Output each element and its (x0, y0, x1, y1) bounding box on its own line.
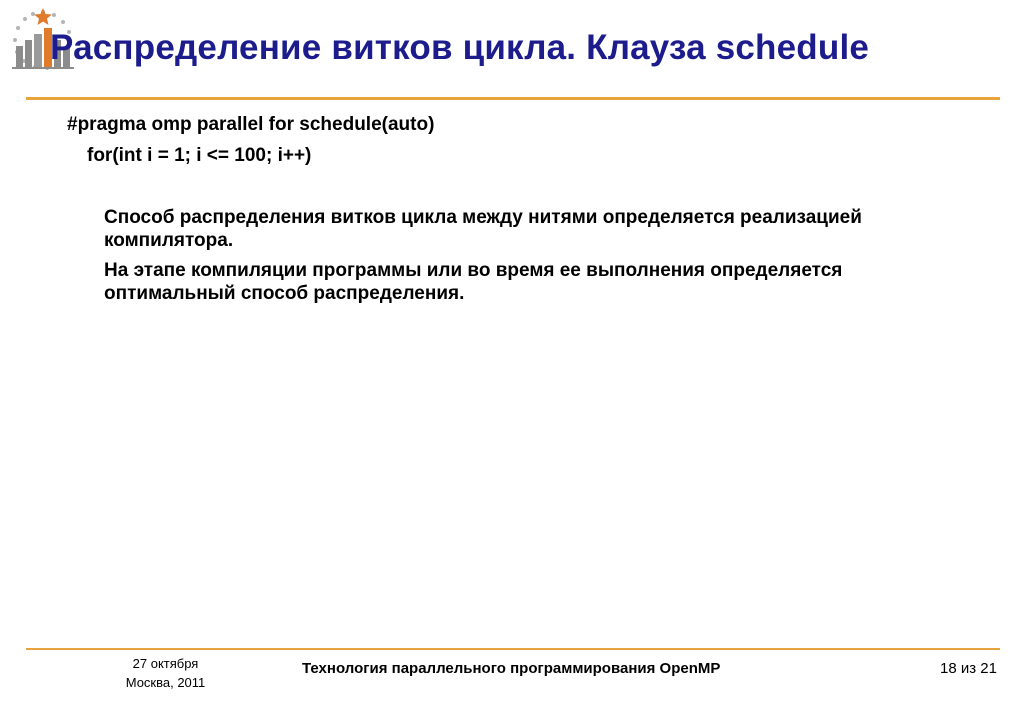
footer-location-line: Москва, 2011 (125, 675, 206, 690)
slide-title: Распределение витков цикла. Клауза schedule (50, 28, 870, 67)
footer-divider (26, 648, 1000, 650)
code-line-pragma: #pragma omp parallel for schedule(auto) (67, 114, 435, 135)
footer-date (108, 654, 223, 692)
paragraph-optimal-distribution: На этапе компиляции программы или во время ее выполнения определяется оптимальный способ распределения. (104, 260, 843, 304)
paragraph-compiler-implementation: Способ распределения витков цикла между нитями определяется реализацией компилятора. (104, 207, 862, 251)
page-number: 18 из 21 (940, 660, 997, 677)
title-divider (26, 97, 1000, 100)
footer-course-title: Технология параллельного программирования OpenMP (302, 660, 721, 677)
code-line-for-loop: for(int i = 1; i <= 100; i++) (87, 145, 312, 166)
footer-date-line: 27 октября (132, 656, 199, 671)
